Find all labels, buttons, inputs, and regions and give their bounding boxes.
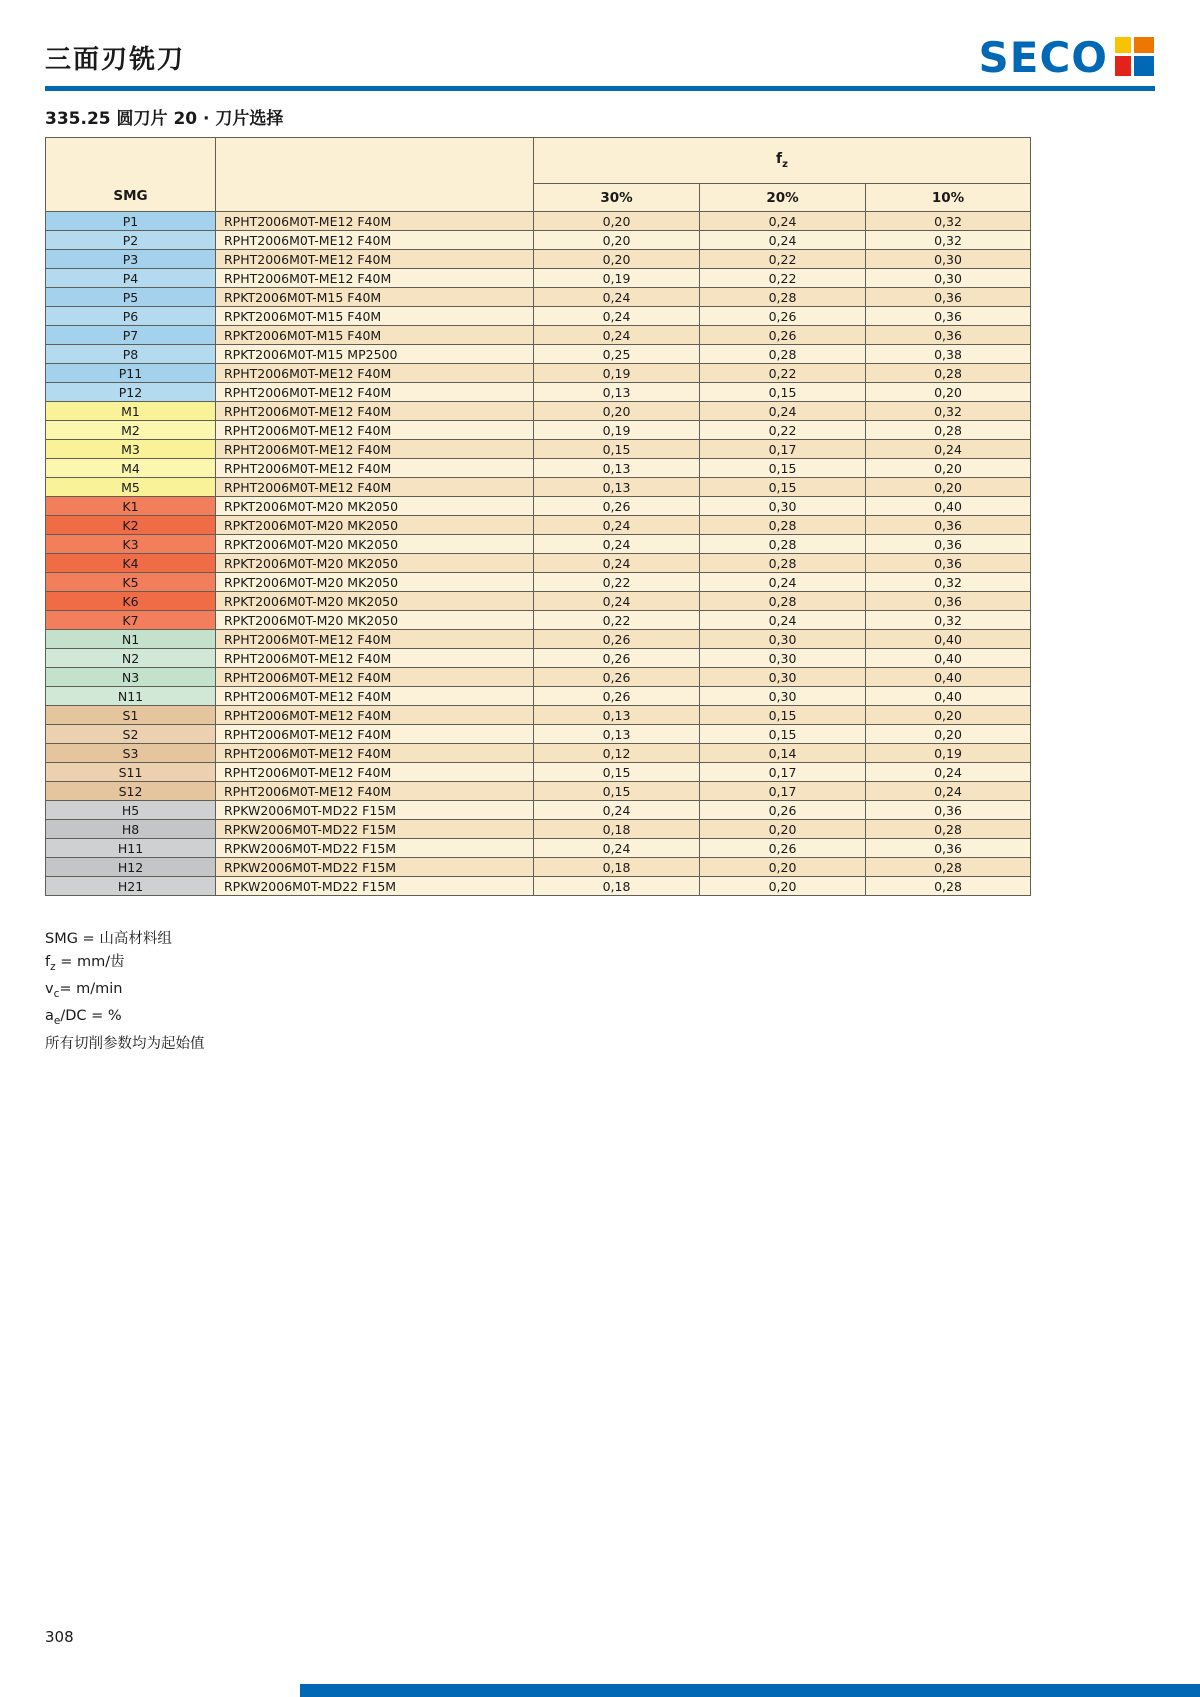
fz-value-cell: 0,15 xyxy=(700,383,866,402)
table-row xyxy=(46,440,1031,459)
fz-value-cell: 0,20 xyxy=(534,212,700,231)
insert-designation-cell: RPKT2006M0T-M15 MP2500 xyxy=(216,345,534,364)
seco-logo-text: SECO xyxy=(978,33,1108,83)
page-title: 三面刃铣刀 xyxy=(45,44,186,75)
fz-value-cell: 0,15 xyxy=(700,459,866,478)
fz-value-cell: 0,36 xyxy=(866,592,1031,611)
fz-value-cell: 0,28 xyxy=(700,592,866,611)
smg-cell: H12 xyxy=(46,858,216,877)
fz-value-cell: 0,32 xyxy=(866,573,1031,592)
fz-value-cell: 0,38 xyxy=(866,345,1031,364)
smg-cell: K7 xyxy=(46,611,216,630)
table-row xyxy=(46,421,1031,440)
table-row xyxy=(46,383,1031,402)
fz-value-cell: 0,40 xyxy=(866,649,1031,668)
insert-designation-cell: RPHT2006M0T-ME12 F40M xyxy=(216,421,534,440)
fz-value-cell: 0,19 xyxy=(534,269,700,288)
smg-cell: S2 xyxy=(46,725,216,744)
bottom-bar xyxy=(300,1684,1200,1697)
fz-value-cell: 0,22 xyxy=(534,611,700,630)
insert-designation-cell: RPKW2006M0T-MD22 F15M xyxy=(216,839,534,858)
fz-value-cell: 0,26 xyxy=(700,307,866,326)
fz-value-cell: 0,24 xyxy=(700,231,866,250)
page-header xyxy=(45,30,1155,84)
fz-value-cell: 0,28 xyxy=(866,877,1031,896)
insert-designation-cell: RPHT2006M0T-ME12 F40M xyxy=(216,212,534,231)
seco-logo-mark-icon xyxy=(1115,37,1155,77)
fz-value-cell: 0,15 xyxy=(534,782,700,801)
fz-value-cell: 0,24 xyxy=(866,763,1031,782)
fz-value-cell: 0,15 xyxy=(534,440,700,459)
footnote-line: $f_z = mm/$齿 xyxy=(45,953,125,973)
insert-designation-cell: RPKW2006M0T-MD22 F15M xyxy=(216,877,534,896)
smg-cell: P5 xyxy=(46,288,216,307)
table-row xyxy=(46,516,1031,535)
page-number: 308 xyxy=(45,1628,74,1646)
smg-cell: M4 xyxy=(46,459,216,478)
insert-column-header xyxy=(216,138,534,212)
table-row xyxy=(46,820,1031,839)
smg-cell: N11 xyxy=(46,687,216,706)
fz-value-cell: 0,20 xyxy=(700,858,866,877)
table-row xyxy=(46,649,1031,668)
table-row xyxy=(46,554,1031,573)
fz-value-cell: 0,12 xyxy=(534,744,700,763)
fz-value-cell: 0,26 xyxy=(534,497,700,516)
table-row xyxy=(46,763,1031,782)
table-row xyxy=(46,459,1031,478)
fz-value-cell: 0,28 xyxy=(700,516,866,535)
fz-value-cell: 0,26 xyxy=(700,839,866,858)
fz-value-cell: 0,18 xyxy=(534,820,700,839)
insert-designation-cell: RPHT2006M0T-ME12 F40M xyxy=(216,459,534,478)
fz-value-cell: 0,13 xyxy=(534,478,700,497)
fz-value-cell: 0,24 xyxy=(866,440,1031,459)
fz-value-cell: 0,30 xyxy=(866,269,1031,288)
table-row xyxy=(46,364,1031,383)
fz-value-cell: 0,24 xyxy=(534,801,700,820)
insert-designation-cell: RPKT2006M0T-M15 F40M xyxy=(216,307,534,326)
fz-value-cell: 0,15 xyxy=(700,478,866,497)
insert-designation-cell: RPKT2006M0T-M20 MK2050 xyxy=(216,497,534,516)
smg-cell: K2 xyxy=(46,516,216,535)
seco-logo xyxy=(978,33,1155,83)
table-row xyxy=(46,345,1031,364)
fz-value-cell: 0,36 xyxy=(866,535,1031,554)
fz-value-cell: 0,32 xyxy=(866,212,1031,231)
table-row xyxy=(46,725,1031,744)
smg-cell: H5 xyxy=(46,801,216,820)
smg-cell: H8 xyxy=(46,820,216,839)
smg-cell: P8 xyxy=(46,345,216,364)
insert-designation-cell: RPHT2006M0T-ME12 F40M xyxy=(216,725,534,744)
fz-value-cell: 0,20 xyxy=(866,459,1031,478)
fz-header: $f_z$ xyxy=(534,138,1031,184)
fz-value-cell: 0,26 xyxy=(534,630,700,649)
fz-value-cell: 0,24 xyxy=(700,573,866,592)
fz-value-cell: 0,24 xyxy=(534,554,700,573)
smg-column-header: SMG xyxy=(46,138,216,212)
smg-cell: N3 xyxy=(46,668,216,687)
smg-cell: P3 xyxy=(46,250,216,269)
fz-value-cell: 0,24 xyxy=(866,782,1031,801)
insert-designation-cell: RPKW2006M0T-MD22 F15M xyxy=(216,820,534,839)
insert-designation-cell: RPKT2006M0T-M20 MK2050 xyxy=(216,592,534,611)
smg-cell: P7 xyxy=(46,326,216,345)
fz-value-cell: 0,14 xyxy=(700,744,866,763)
fz-value-cell: 0,26 xyxy=(700,326,866,345)
smg-cell: P11 xyxy=(46,364,216,383)
insert-designation-cell: RPKW2006M0T-MD22 F15M xyxy=(216,801,534,820)
fz-value-cell: 0,40 xyxy=(866,497,1031,516)
smg-cell: M1 xyxy=(46,402,216,421)
insert-designation-cell: RPKT2006M0T-M15 F40M xyxy=(216,326,534,345)
fz-value-cell: 0,28 xyxy=(700,288,866,307)
fz-value-cell: 0,24 xyxy=(534,535,700,554)
logo-square xyxy=(1115,56,1131,76)
fz-value-cell: 0,30 xyxy=(700,668,866,687)
fz-percent-header: 10% xyxy=(866,184,1031,212)
fz-value-cell: 0,32 xyxy=(866,231,1031,250)
smg-cell: M5 xyxy=(46,478,216,497)
smg-cell: M2 xyxy=(46,421,216,440)
table-row xyxy=(46,497,1031,516)
fz-value-cell: 0,18 xyxy=(534,858,700,877)
fz-value-cell: 0,36 xyxy=(866,516,1031,535)
insert-designation-cell: RPKT2006M0T-M20 MK2050 xyxy=(216,554,534,573)
fz-value-cell: 0,13 xyxy=(534,725,700,744)
fz-value-cell: 0,30 xyxy=(700,497,866,516)
table-row xyxy=(46,687,1031,706)
insert-designation-cell: RPKT2006M0T-M20 MK2050 xyxy=(216,535,534,554)
footnote-line: SMG = 山高材料组 xyxy=(45,931,172,947)
smg-cell: P1 xyxy=(46,212,216,231)
fz-value-cell: 0,24 xyxy=(534,307,700,326)
table-row xyxy=(46,801,1031,820)
fz-value-cell: 0,20 xyxy=(700,877,866,896)
table-row xyxy=(46,744,1031,763)
fz-value-cell: 0,30 xyxy=(866,250,1031,269)
fz-value-cell: 0,20 xyxy=(700,820,866,839)
insert-designation-cell: RPHT2006M0T-ME12 F40M xyxy=(216,782,534,801)
fz-value-cell: 0,24 xyxy=(700,212,866,231)
table-row xyxy=(46,288,1031,307)
insert-designation-cell: RPKT2006M0T-M20 MK2050 xyxy=(216,573,534,592)
fz-value-cell: 0,20 xyxy=(866,478,1031,497)
fz-value-cell: 0,24 xyxy=(534,516,700,535)
smg-cell: S11 xyxy=(46,763,216,782)
fz-value-cell: 0,19 xyxy=(534,421,700,440)
fz-value-cell: 0,26 xyxy=(534,687,700,706)
fz-value-cell: 0,28 xyxy=(700,345,866,364)
fz-value-cell: 0,24 xyxy=(700,611,866,630)
fz-value-cell: 0,19 xyxy=(866,744,1031,763)
fz-value-cell: 0,20 xyxy=(866,383,1031,402)
fz-value-cell: 0,28 xyxy=(866,421,1031,440)
fz-value-cell: 0,32 xyxy=(866,402,1031,421)
fz-value-cell: 0,20 xyxy=(534,250,700,269)
fz-value-cell: 0,17 xyxy=(700,763,866,782)
smg-cell: K4 xyxy=(46,554,216,573)
fz-value-cell: 0,36 xyxy=(866,288,1031,307)
footnote-line: $v_c= m/\min$ xyxy=(45,980,123,1000)
fz-value-cell: 0,28 xyxy=(866,858,1031,877)
table-row xyxy=(46,706,1031,725)
fz-value-cell: 0,24 xyxy=(534,326,700,345)
table-row xyxy=(46,231,1031,250)
insert-designation-cell: RPHT2006M0T-ME12 F40M xyxy=(216,630,534,649)
smg-cell: P6 xyxy=(46,307,216,326)
fz-value-cell: 0,17 xyxy=(700,782,866,801)
fz-value-cell: 0,24 xyxy=(534,288,700,307)
insert-designation-cell: RPHT2006M0T-ME12 F40M xyxy=(216,649,534,668)
smg-cell: H21 xyxy=(46,877,216,896)
smg-cell: S3 xyxy=(46,744,216,763)
insert-designation-cell: RPHT2006M0T-ME12 F40M xyxy=(216,440,534,459)
table-row xyxy=(46,877,1031,896)
fz-value-cell: 0,28 xyxy=(700,535,866,554)
table-row xyxy=(46,782,1031,801)
fz-value-cell: 0,25 xyxy=(534,345,700,364)
fz-value-cell: 0,36 xyxy=(866,801,1031,820)
smg-cell: P12 xyxy=(46,383,216,402)
table-row xyxy=(46,326,1031,345)
smg-cell: K5 xyxy=(46,573,216,592)
insert-designation-cell: RPHT2006M0T-ME12 F40M xyxy=(216,478,534,497)
fz-value-cell: 0,20 xyxy=(534,231,700,250)
table-row xyxy=(46,611,1031,630)
insert-designation-cell: RPHT2006M0T-ME12 F40M xyxy=(216,231,534,250)
footnotes xyxy=(45,928,205,1055)
smg-cell: N2 xyxy=(46,649,216,668)
logo-square xyxy=(1134,37,1154,53)
fz-value-cell: 0,40 xyxy=(866,630,1031,649)
smg-cell: S1 xyxy=(46,706,216,725)
fz-value-cell: 0,15 xyxy=(700,706,866,725)
logo-square xyxy=(1115,37,1131,53)
table-row xyxy=(46,478,1031,497)
table-row xyxy=(46,535,1031,554)
fz-value-cell: 0,30 xyxy=(700,687,866,706)
insert-designation-cell: RPHT2006M0T-ME12 F40M xyxy=(216,744,534,763)
fz-value-cell: 0,24 xyxy=(534,839,700,858)
insert-designation-cell: RPHT2006M0T-ME12 F40M xyxy=(216,383,534,402)
table-row xyxy=(46,212,1031,231)
table-row xyxy=(46,668,1031,687)
insert-designation-cell: RPKT2006M0T-M20 MK2050 xyxy=(216,516,534,535)
table-row xyxy=(46,307,1031,326)
insert-selection-table xyxy=(45,137,1031,896)
fz-value-cell: 0,20 xyxy=(534,402,700,421)
insert-designation-cell: RPHT2006M0T-ME12 F40M xyxy=(216,668,534,687)
fz-value-cell: 0,13 xyxy=(534,706,700,725)
insert-designation-cell: RPKT2006M0T-M15 F40M xyxy=(216,288,534,307)
table-row xyxy=(46,592,1031,611)
insert-designation-cell: RPHT2006M0T-ME12 F40M xyxy=(216,402,534,421)
fz-value-cell: 0,30 xyxy=(700,649,866,668)
section-title: 335.25 圆刀片 20 · 刀片选择 xyxy=(45,109,284,129)
fz-value-cell: 0,20 xyxy=(866,706,1031,725)
fz-value-cell: 0,22 xyxy=(700,364,866,383)
fz-value-cell: 0,26 xyxy=(534,649,700,668)
smg-cell: H11 xyxy=(46,839,216,858)
table-row xyxy=(46,839,1031,858)
smg-cell: S12 xyxy=(46,782,216,801)
fz-value-cell: 0,24 xyxy=(534,592,700,611)
header-rule xyxy=(45,86,1155,91)
fz-value-cell: 0,15 xyxy=(700,725,866,744)
smg-cell: N1 xyxy=(46,630,216,649)
insert-designation-cell: RPHT2006M0T-ME12 F40M xyxy=(216,364,534,383)
fz-value-cell: 0,40 xyxy=(866,668,1031,687)
insert-designation-cell: RPHT2006M0T-ME12 F40M xyxy=(216,763,534,782)
fz-percent-header: 30% xyxy=(534,184,700,212)
logo-square xyxy=(1134,56,1154,76)
insert-designation-cell: RPKW2006M0T-MD22 F15M xyxy=(216,858,534,877)
fz-value-cell: 0,30 xyxy=(700,630,866,649)
smg-cell: M3 xyxy=(46,440,216,459)
fz-value-cell: 0,40 xyxy=(866,687,1031,706)
fz-value-cell: 0,36 xyxy=(866,839,1031,858)
fz-value-cell: 0,20 xyxy=(866,725,1031,744)
fz-value-cell: 0,19 xyxy=(534,364,700,383)
fz-value-cell: 0,22 xyxy=(700,269,866,288)
smg-cell: K1 xyxy=(46,497,216,516)
table-row xyxy=(46,269,1031,288)
fz-value-cell: 0,28 xyxy=(700,554,866,573)
fz-value-cell: 0,17 xyxy=(700,440,866,459)
table-row xyxy=(46,402,1031,421)
fz-value-cell: 0,28 xyxy=(866,820,1031,839)
fz-value-cell: 0,36 xyxy=(866,307,1031,326)
smg-cell: P4 xyxy=(46,269,216,288)
fz-value-cell: 0,22 xyxy=(700,421,866,440)
smg-cell: P2 xyxy=(46,231,216,250)
fz-value-cell: 0,18 xyxy=(534,877,700,896)
insert-designation-cell: RPHT2006M0T-ME12 F40M xyxy=(216,269,534,288)
table-row xyxy=(46,250,1031,269)
fz-value-cell: 0,15 xyxy=(534,763,700,782)
fz-value-cell: 0,13 xyxy=(534,459,700,478)
fz-percent-header: 20% xyxy=(700,184,866,212)
table-row xyxy=(46,573,1031,592)
fz-value-cell: 0,26 xyxy=(700,801,866,820)
fz-value-cell: 0,22 xyxy=(534,573,700,592)
footnote-line: 所有切削参数均为起始值 xyxy=(45,1035,205,1052)
fz-value-cell: 0,36 xyxy=(866,554,1031,573)
fz-value-cell: 0,28 xyxy=(866,364,1031,383)
footnote-line: $a_e/DC$ = % xyxy=(45,1008,122,1028)
fz-value-cell: 0,24 xyxy=(700,402,866,421)
fz-value-cell: 0,13 xyxy=(534,383,700,402)
insert-designation-cell: RPHT2006M0T-ME12 F40M xyxy=(216,250,534,269)
table-row xyxy=(46,858,1031,877)
insert-designation-cell: RPHT2006M0T-ME12 F40M xyxy=(216,687,534,706)
fz-value-cell: 0,26 xyxy=(534,668,700,687)
smg-cell: K6 xyxy=(46,592,216,611)
insert-designation-cell: RPHT2006M0T-ME12 F40M xyxy=(216,706,534,725)
fz-value-cell: 0,32 xyxy=(866,611,1031,630)
fz-value-cell: 0,22 xyxy=(700,250,866,269)
table-row xyxy=(46,630,1031,649)
fz-value-cell: 0,36 xyxy=(866,326,1031,345)
insert-designation-cell: RPKT2006M0T-M20 MK2050 xyxy=(216,611,534,630)
smg-cell: K3 xyxy=(46,535,216,554)
